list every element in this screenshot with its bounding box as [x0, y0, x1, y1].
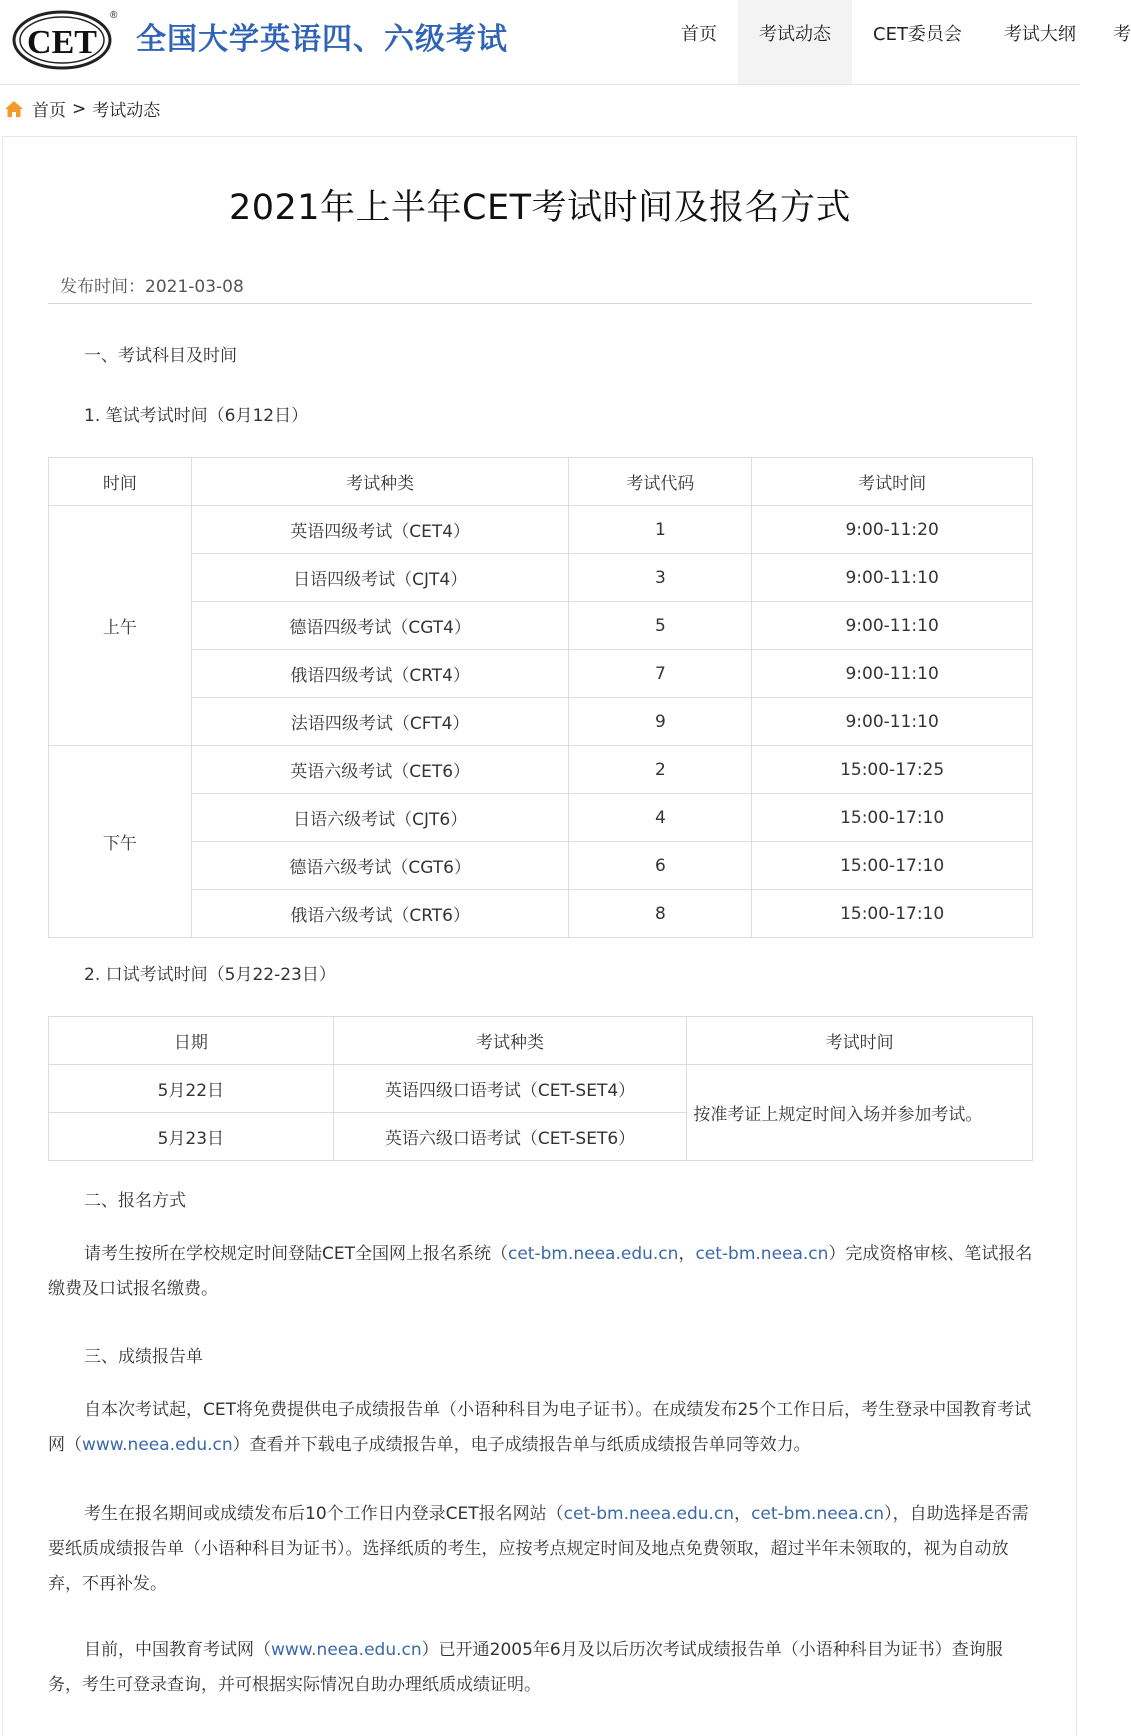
exam-code: 9: [569, 698, 752, 746]
exam-time: 9:00-11:10: [752, 650, 1033, 698]
table-row: [49, 794, 1033, 842]
exam-type: 德语六级考试（CGT6）: [191, 842, 569, 890]
oral-exam-type: 英语六级口语考试（CET-SET6）: [333, 1113, 687, 1161]
registration-link[interactable]: cet-bm.neea.edu.cn: [563, 1504, 735, 1524]
text: 考生在报名期间或成绩发布后10个工作日内登录CET报名网站（: [84, 1504, 564, 1524]
written-exam-heading: 1. 笔试考试时间（6月12日）: [84, 406, 309, 426]
nav-home[interactable]: 首页: [681, 24, 717, 45]
text: ，: [734, 1504, 752, 1524]
oral-exam-heading: 2. 口试考试时间（5月22-23日）: [84, 965, 336, 985]
oral-exam-table: [48, 1016, 1033, 1161]
score-report-paragraph-2: [48, 1497, 1033, 1602]
exam-time: 15:00-17:10: [752, 794, 1033, 842]
exam-code: 2: [569, 746, 752, 794]
exam-time: 15:00-17:25: [752, 746, 1033, 794]
exam-code: 4: [569, 794, 752, 842]
neea-link[interactable]: www.neea.edu.cn: [271, 1640, 422, 1660]
table-header: 考试时间: [687, 1017, 1033, 1065]
home-icon[interactable]: [4, 99, 24, 119]
publish-date-value: 2021-03-08: [145, 277, 244, 297]
cet-logo[interactable]: [10, 6, 116, 70]
exam-time: 9:00-11:10: [752, 602, 1033, 650]
text: ）已开通2005年6月及以后历次考试成绩报告单（小语种科目为证书）查询服务，考生可登录查询，并可根据实际情况自助办理纸质成绩证明。: [48, 1640, 1003, 1695]
exam-type: 法语四级考试（CFT4）: [191, 698, 569, 746]
text: ）完成资格审核、笔试报名缴费及口试报名缴费。: [48, 1244, 1033, 1299]
exam-type: 德语四级考试（CGT4）: [191, 602, 569, 650]
exam-time: 9:00-11:10: [752, 698, 1033, 746]
exam-time: 9:00-11:20: [752, 506, 1033, 554]
exam-time: 15:00-17:10: [752, 890, 1033, 938]
exam-code: 8: [569, 890, 752, 938]
score-report-paragraph-3: [48, 1633, 1033, 1703]
table-row: [49, 650, 1033, 698]
publish-date: [60, 272, 244, 297]
table-row: [49, 602, 1033, 650]
exam-code: 6: [569, 842, 752, 890]
breadcrumb-home[interactable]: 首页: [32, 101, 66, 121]
registration-paragraph: [48, 1237, 1033, 1307]
nav-syllabus[interactable]: 考试大纲: [1003, 24, 1076, 45]
main-nav: [660, 0, 1131, 84]
breadcrumb-separator: >: [72, 98, 87, 119]
title-divider: [48, 303, 1032, 304]
text: ），自助选择是否需要纸质成绩报告单（小语种科目为证书）。选择纸质的考生，应按考点规定时间及地点免费领取，超过半年未领取的，视为自动放弃，不再补发。: [48, 1504, 1029, 1594]
logo-text: CET: [27, 24, 97, 61]
table-header: 时间: [49, 458, 192, 506]
registration-link-alt[interactable]: cet-bm.neea.cn: [695, 1244, 829, 1264]
exam-type: 日语四级考试（CJT4）: [191, 554, 569, 602]
svg-text:®: ®: [110, 10, 118, 21]
exam-type: 俄语六级考试（CRT6）: [191, 890, 569, 938]
exam-time: 9:00-11:10: [752, 554, 1033, 602]
exam-code: 7: [569, 650, 752, 698]
registration-heading: 二、报名方式: [84, 1191, 186, 1211]
score-report-paragraph-1: [48, 1393, 1033, 1463]
nav-cet-committee[interactable]: CET委员会: [873, 24, 962, 45]
score-report-heading: 三、成绩报告单: [84, 1347, 203, 1367]
registration-link[interactable]: cet-bm.neea.edu.cn: [508, 1244, 679, 1264]
table-row: [49, 506, 1033, 554]
oral-time-note: 按准考证上规定时间入场并参加考试。: [687, 1065, 1033, 1161]
oral-date: 5月23日: [49, 1113, 334, 1161]
table-header: 考试时间: [752, 458, 1033, 506]
section-subjects-heading: 一、考试科目及时间: [84, 346, 237, 366]
exam-type: 俄语四级考试（CRT4）: [191, 650, 569, 698]
written-exam-table: [48, 457, 1033, 938]
exam-type: 英语四级考试（CET4）: [191, 506, 569, 554]
site-title[interactable]: 全国大学英语四、六级考试: [136, 22, 508, 57]
text: ）查看并下载电子成绩报告单，电子成绩报告单与纸质成绩报告单同等效力。: [232, 1435, 811, 1455]
table-row: [49, 890, 1033, 938]
text: ，: [678, 1244, 696, 1264]
breadcrumb: [4, 96, 160, 121]
text: 自本次考试起，CET将免费提供电子成绩报告单（小语种科目为电子证书）。在成绩发布25个工作日后，考生登录中国教育考试网（: [48, 1400, 1032, 1455]
table-header: 日期: [49, 1017, 334, 1065]
table-header: 考试代码: [569, 458, 752, 506]
exam-code: 5: [569, 602, 752, 650]
neea-link[interactable]: www.neea.edu.cn: [82, 1435, 233, 1455]
oral-date: 5月22日: [49, 1065, 334, 1113]
registration-link-alt[interactable]: cet-bm.neea.cn: [751, 1504, 885, 1524]
site-header: [0, 0, 1131, 85]
exam-code: 1: [569, 506, 752, 554]
exam-time: 15:00-17:10: [752, 842, 1033, 890]
table-row: [49, 746, 1033, 794]
table-row: [49, 698, 1033, 746]
nav-exam-news[interactable]: 考试动态: [738, 0, 852, 84]
article-title: 2021年上半年CET考试时间及报名方式: [228, 188, 851, 228]
breadcrumb-current[interactable]: 考试动态: [92, 101, 161, 121]
publish-label: 发布时间：: [60, 277, 145, 297]
exam-type: 日语六级考试（CJT6）: [191, 794, 569, 842]
text: 目前，中国教育考试网（: [84, 1640, 271, 1660]
table-row: [49, 842, 1033, 890]
exam-type: 英语六级考试（CET6）: [191, 746, 569, 794]
table-header-row: [49, 1017, 1033, 1065]
afternoon-cell: 下午: [49, 746, 192, 938]
nav-more[interactable]: 考: [1112, 24, 1131, 45]
table-header: 考试种类: [333, 1017, 687, 1065]
table-header: 考试种类: [191, 458, 569, 506]
table-row: [49, 1065, 1033, 1113]
table-header-row: [49, 458, 1033, 506]
oral-exam-type: 英语四级口语考试（CET-SET4）: [333, 1065, 687, 1113]
table-row: [49, 554, 1033, 602]
text: 请考生按所在学校规定时间登陆CET全国网上报名系统（: [84, 1244, 508, 1264]
exam-code: 3: [569, 554, 752, 602]
morning-cell: 上午: [49, 506, 192, 746]
